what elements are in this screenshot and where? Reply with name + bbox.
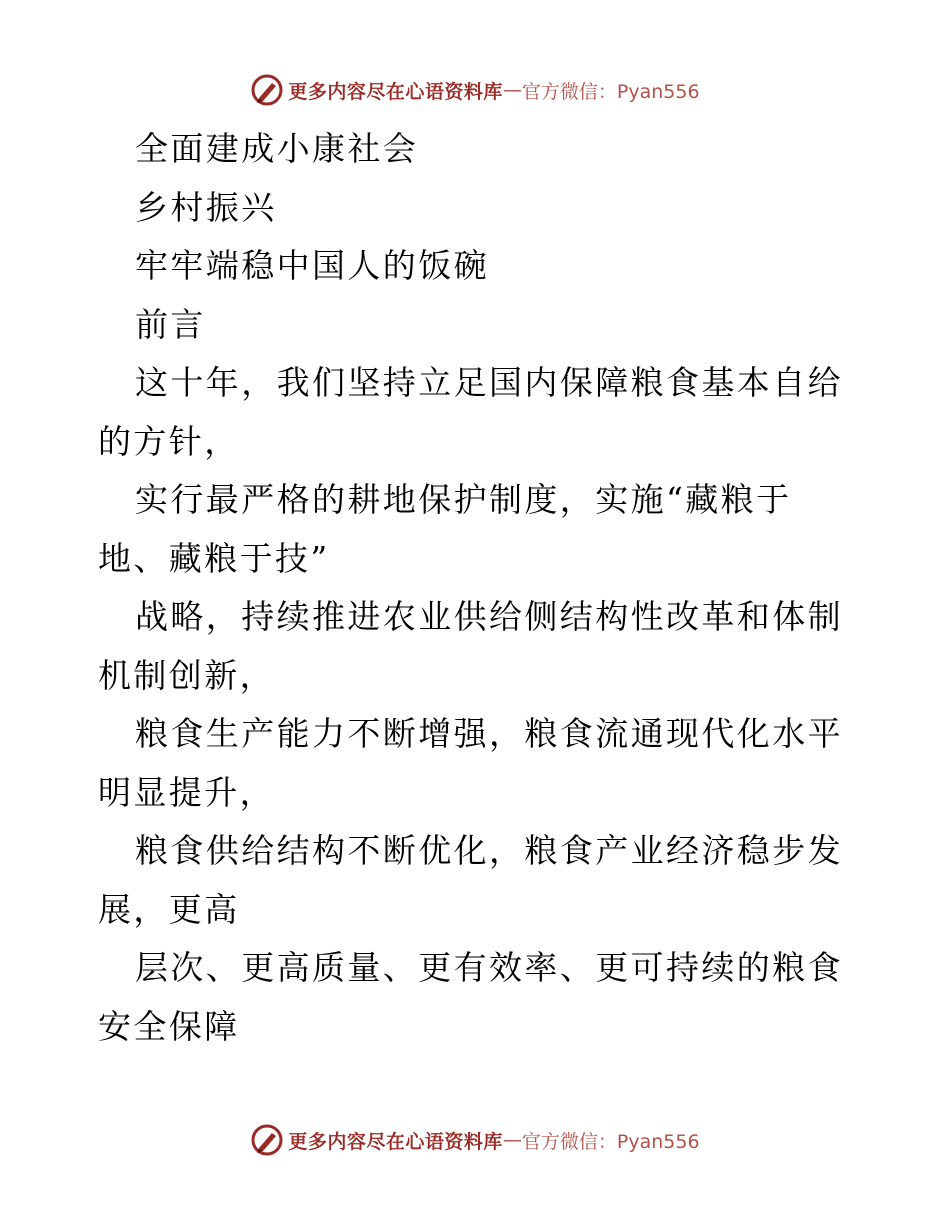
- footer-banner-text: 更多内容尽在心语资料库: [288, 1130, 503, 1153]
- footer-banner: [0, 1120, 950, 1160]
- document-body: [98, 120, 858, 1056]
- header-banner-wechat: 官方微信：Pyan556: [521, 80, 700, 103]
- header-banner-text: 更多内容尽在心语资料库: [288, 80, 503, 103]
- header-banner-dash: —: [502, 79, 522, 101]
- footer-banner-dash: —: [502, 1129, 522, 1151]
- text-line: 前言: [135, 304, 206, 344]
- text-line: 实行最严格的耕地保护制度，实施“藏粮于地、藏粮于技”: [98, 480, 792, 578]
- text-line: 乡村振兴: [135, 187, 277, 227]
- text-line: 粮食供给结构不断优化，粮食产业经济稳步发展，更高: [98, 831, 843, 929]
- red-circle-pen-logo-icon: [250, 1123, 284, 1157]
- red-circle-pen-logo-icon: [250, 73, 284, 107]
- text-line: 粮食生产能力不断增强，粮食流通现代化水平明显提升，: [98, 714, 843, 812]
- footer-banner-wechat: 官方微信：Pyan556: [521, 1130, 700, 1153]
- text-line: 牢牢端稳中国人的饭碗: [135, 246, 489, 285]
- header-banner: [0, 70, 950, 110]
- text-line: 这十年，我们坚持立足国内保障粮食基本自给的方针，: [98, 363, 843, 461]
- text-line: 战略，持续推进农业供给侧结构性改革和体制机制创新，: [98, 597, 843, 695]
- text-line: 层次、更高质量、更有效率、更可持续的粮食安全保障: [98, 948, 843, 1046]
- text-line: 全面建成小康社会: [135, 129, 419, 168]
